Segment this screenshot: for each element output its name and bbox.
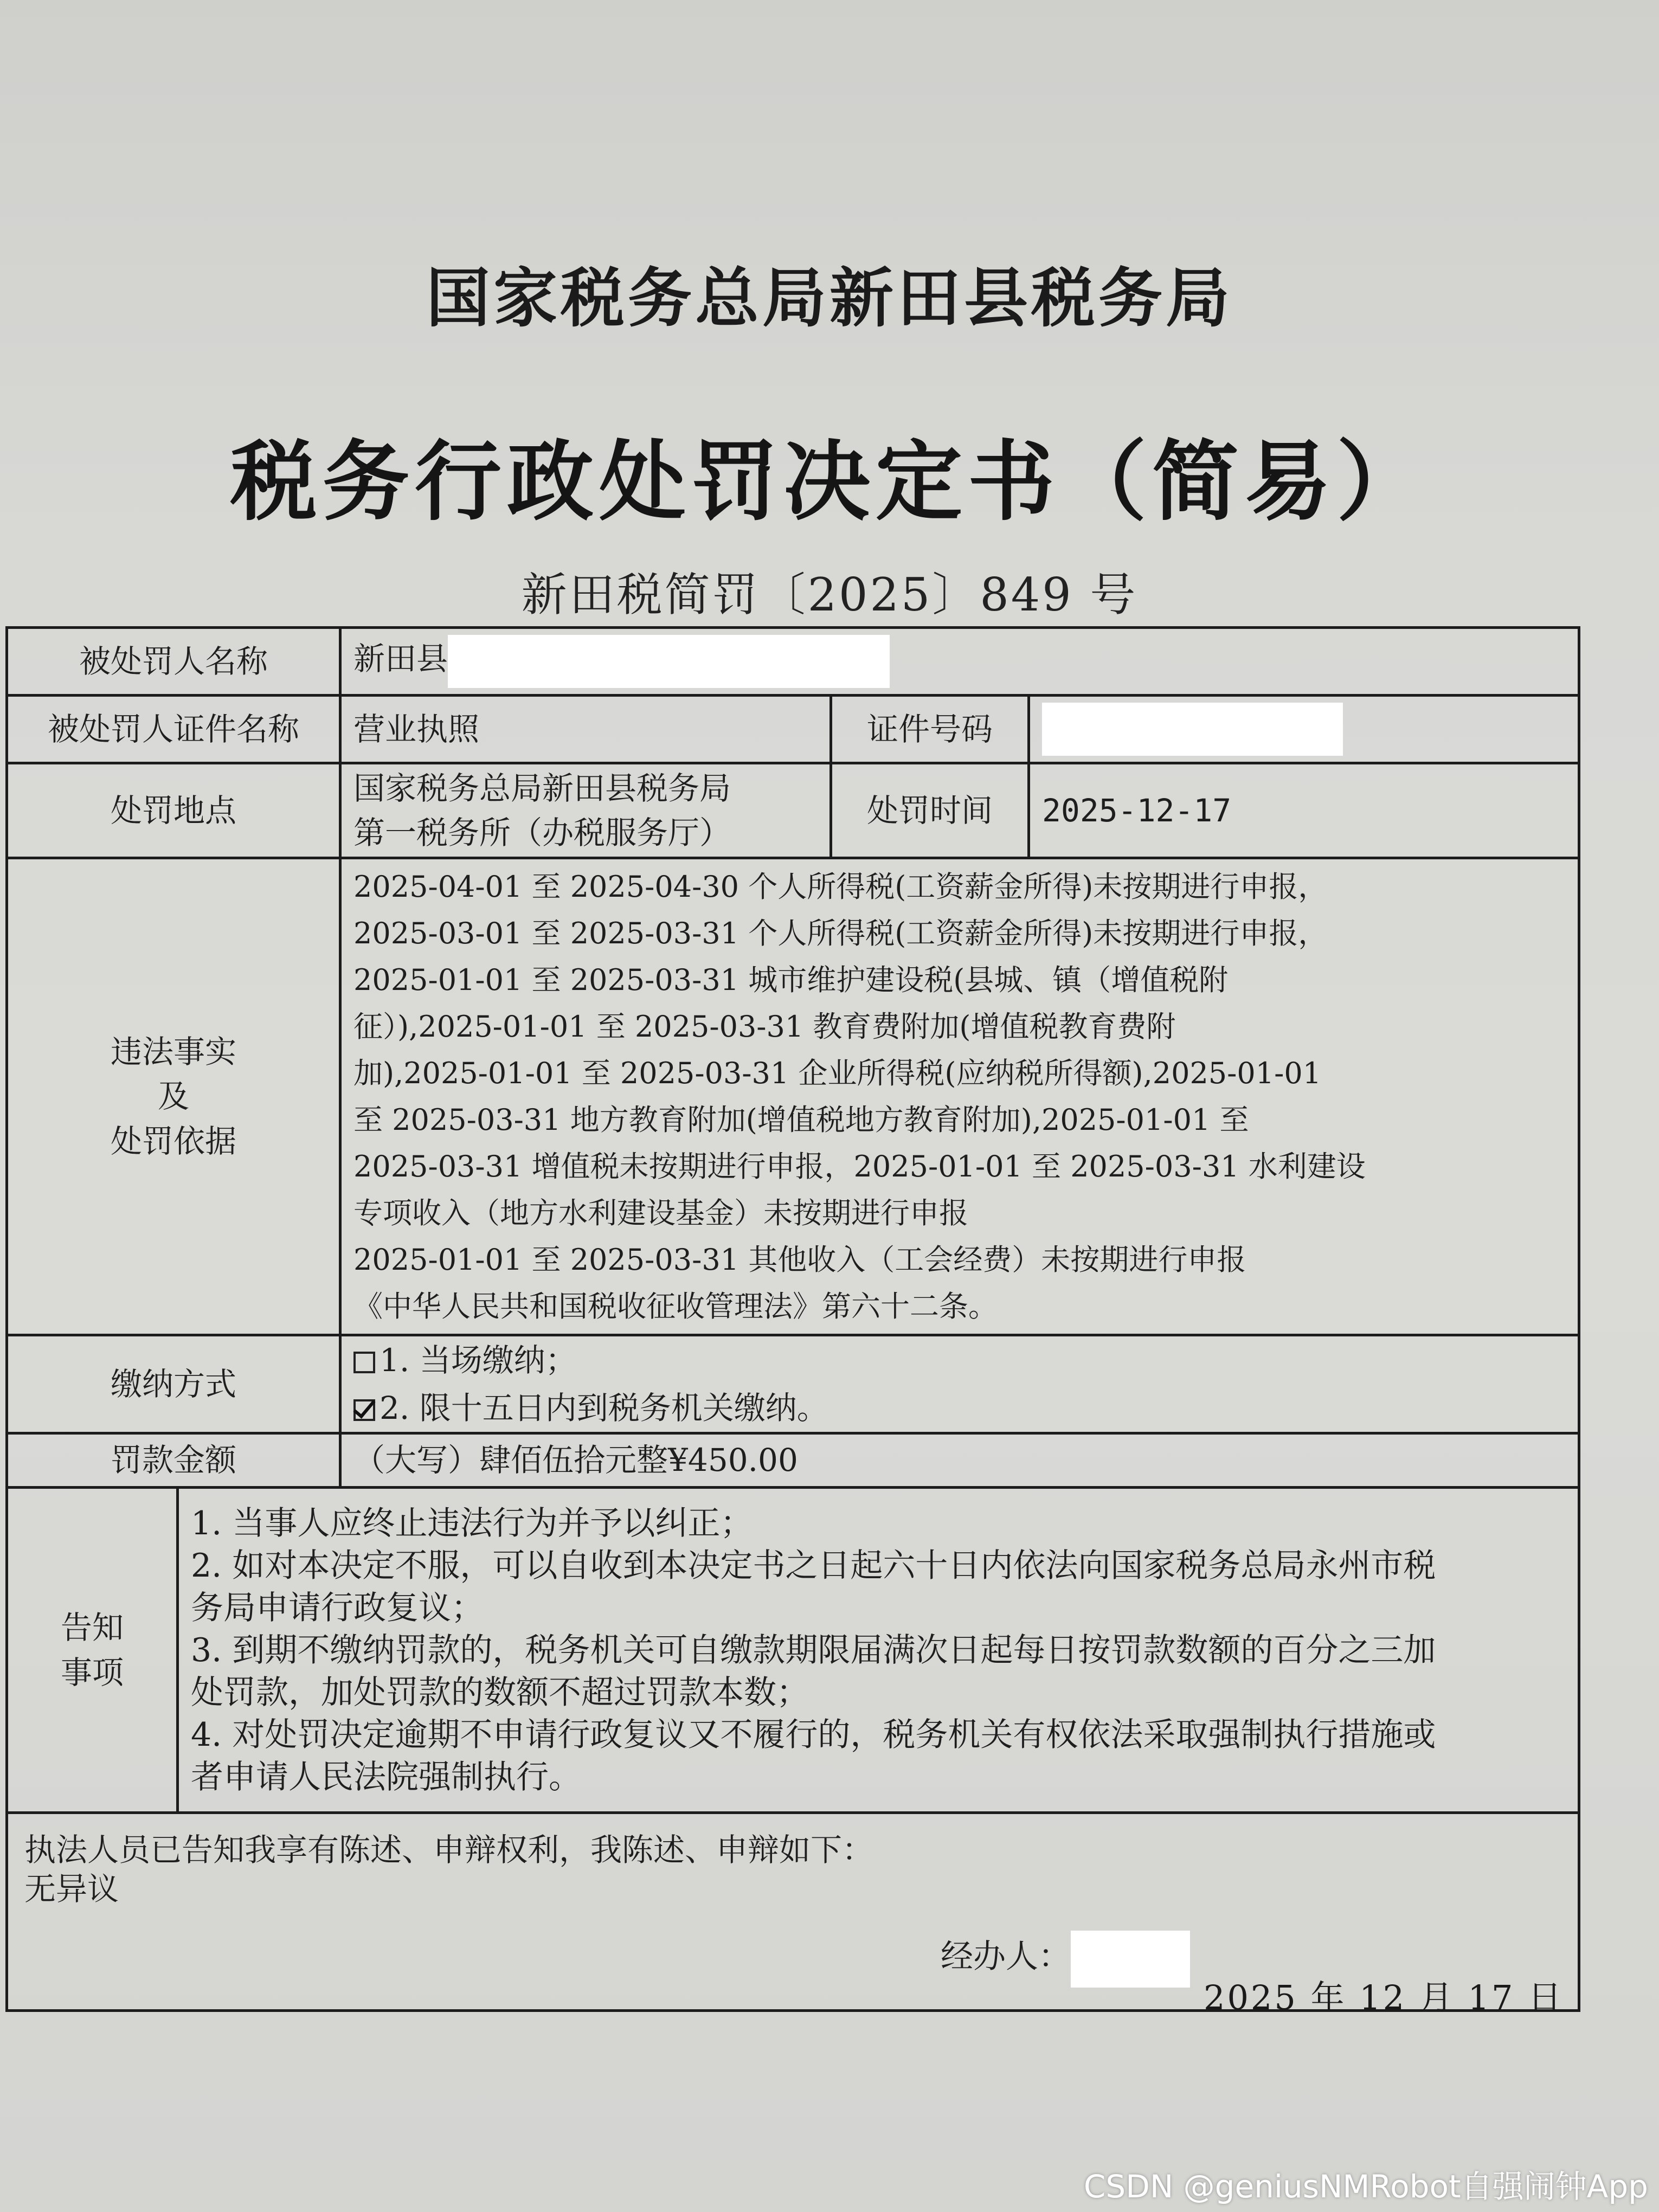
facts-line: 征）),2025-01-01 至 2025-03-31 教育费附加(增值税教育费附 xyxy=(353,1009,1176,1044)
location-label: 处罚地点 xyxy=(7,763,340,858)
organization-title: 国家税务总局新田县税务局 xyxy=(426,260,1233,336)
penalized-name-cell xyxy=(340,628,1579,696)
notice-label xyxy=(7,1488,178,1813)
facts-line: 2025-03-01 至 2025-03-31 个人所得税(工资薪金所得)未按期进行申报， xyxy=(353,916,1328,950)
facts-label-line3: 处罚依据 xyxy=(111,1122,237,1160)
location-value-line1: 国家税务总局新田县税务局 xyxy=(353,769,731,807)
facts-line: 专项收入（地方水利建设基金）未按期进行申报 xyxy=(353,1195,969,1230)
row-id-document xyxy=(7,696,1579,763)
fine-value: （大写）肆佰伍拾元整¥450.00 xyxy=(340,1433,1579,1488)
notice-line: 2. 如对本决定不服，可以自收到本决定书之日起六十日内依法向国家税务总局永州市税 xyxy=(191,1546,1436,1585)
id-doc-name-value: 营业执照 xyxy=(340,696,831,763)
notice-line: 务局申请行政复议； xyxy=(191,1589,484,1627)
payment-option1-text: 1. 当场缴纳； xyxy=(380,1342,577,1379)
penalized-name-label: 被处罚人名称 xyxy=(7,628,340,696)
id-number-label: 证件号码 xyxy=(831,696,1029,763)
handler-signature xyxy=(941,1931,1190,1988)
facts-text xyxy=(340,858,1579,1335)
row-facts xyxy=(7,858,1579,1335)
onsite-checkbox[interactable] xyxy=(353,1352,375,1373)
row-fine-amount xyxy=(7,1433,1579,1488)
facts-line: 《中华人民共和国税收征收管理法》第六十二条。 xyxy=(353,1289,998,1323)
statement-text: 执法人员已告知我享有陈述、申辩权利，我陈述、申辩如下： xyxy=(24,1831,874,1868)
location-value-cell xyxy=(340,763,831,858)
document-number: 新田税简罚〔2025〕849 号 xyxy=(521,568,1138,621)
facts-line: 2025-03-31 增值税未按期进行申报，2025-01-01 至 2025-03-31 水利建设 xyxy=(353,1149,1366,1184)
notice-line: 3. 到期不缴纳罚款的，税务机关可自缴款期限届满次日起每日按罚款数额的百分之三加 xyxy=(191,1631,1436,1669)
redacted-handler-block xyxy=(1071,1931,1190,1988)
fifteen-days-checkbox[interactable] xyxy=(353,1399,375,1421)
location-value-line2: 第一税务所（办税服务厅） xyxy=(353,814,731,851)
payment-option-fifteen-days xyxy=(353,1384,1566,1432)
csdn-watermark: CSDN @geniusNMRobot自强闹钟App xyxy=(1083,2168,1648,2205)
facts-line: 2025-01-01 至 2025-03-31 城市维护建设税(县城、镇（增值税附 xyxy=(353,962,1229,997)
row-payment-method xyxy=(7,1335,1579,1433)
time-value: 2025-12-17 xyxy=(1029,763,1579,858)
notice-label-line1: 告知 xyxy=(60,1609,124,1647)
row-location-time xyxy=(7,763,1579,858)
row-notice xyxy=(7,1488,1579,1813)
notice-line: 者申请人民法院强制执行。 xyxy=(191,1758,581,1796)
facts-label-line1: 违法事实 xyxy=(111,1033,237,1070)
redacted-name-block xyxy=(448,635,890,688)
redacted-id-number-block xyxy=(1042,703,1343,756)
statement-response: 无异议 xyxy=(24,1870,119,1907)
penalty-form-table xyxy=(5,626,1580,2012)
time-label: 处罚时间 xyxy=(831,763,1029,858)
handler-label: 经办人： xyxy=(941,1938,1071,1976)
notice-line: 处罚款，加处罚款的数额不超过罚款本数； xyxy=(191,1673,809,1712)
payment-option2-text: 2. 限十五日内到税务机关缴纳。 xyxy=(380,1390,828,1426)
facts-line: 2025-01-01 至 2025-03-31 其他收入（工会经费）未按期进行申报 xyxy=(353,1242,1246,1277)
document-date: 2025 年 12 月 17 日 xyxy=(1204,1978,1564,2017)
notice-label-line2: 事项 xyxy=(60,1654,124,1691)
fine-label: 罚款金额 xyxy=(7,1433,340,1488)
id-doc-name-label: 被处罚人证件名称 xyxy=(7,696,340,763)
notice-line: 4. 对处罚决定逾期不申请行政复议又不履行的，税务机关有权依法采取强制执行措施或 xyxy=(191,1715,1436,1754)
row-penalized-name xyxy=(7,628,1579,696)
payment-options xyxy=(340,1335,1579,1433)
payment-label: 缴纳方式 xyxy=(7,1335,340,1433)
penalized-name-value: 新田县 xyxy=(353,640,448,678)
document-title: 税务行政处罚决定书（简易） xyxy=(230,430,1429,532)
facts-line: 2025-04-01 至 2025-04-30 个人所得税(工资薪金所得)未按期进行申报， xyxy=(353,869,1328,904)
facts-line: 加),2025-01-01 至 2025-03-31 企业所得税(应纳税所得额),2025-01-01 xyxy=(353,1056,1322,1090)
facts-label-line2: 及 xyxy=(158,1078,190,1115)
facts-line: 至 2025-03-31 地方教育附加(增值税地方教育附加),2025-01-01 至 xyxy=(353,1102,1249,1137)
notice-line: 1. 当事人应终止违法行为并予以纠正； xyxy=(191,1504,753,1542)
notice-items xyxy=(178,1488,1579,1813)
facts-label xyxy=(7,858,340,1335)
payment-option-onsite xyxy=(353,1336,1566,1384)
id-number-cell xyxy=(1029,696,1579,763)
